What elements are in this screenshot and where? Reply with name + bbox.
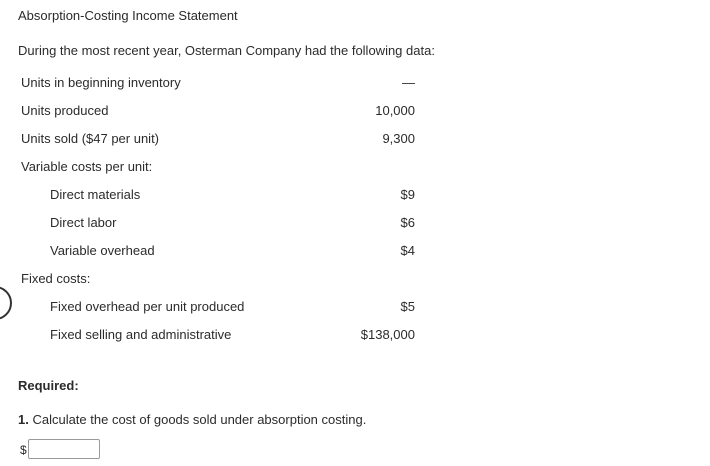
data-row	[0, 75, 430, 95]
row-value: $138,000	[360, 327, 415, 342]
row-label: Variable overhead	[50, 243, 155, 258]
data-row	[0, 271, 430, 291]
row-label: Units sold ($47 per unit)	[21, 131, 160, 146]
row-value: $4	[400, 243, 415, 258]
row-value: 10,000	[375, 103, 415, 118]
question-body: Calculate the cost of goods sold under absorption costing.	[28, 412, 367, 427]
question-number: 1.	[18, 412, 29, 427]
data-row	[0, 243, 430, 263]
required-heading: Required:	[18, 378, 79, 393]
data-row	[0, 215, 430, 235]
data-row	[0, 131, 430, 151]
row-label: Direct labor	[50, 215, 117, 230]
data-row	[0, 187, 430, 207]
row-label: Units produced	[21, 103, 109, 118]
data-row	[0, 159, 430, 179]
row-value: $5	[400, 299, 415, 314]
row-label: Fixed overhead per unit produced	[50, 299, 245, 314]
intro-text: During the most recent year, Osterman Company had the following data:	[18, 43, 435, 58]
row-label: Fixed costs:	[21, 271, 91, 286]
page-title: Absorption-Costing Income Statement	[18, 8, 238, 23]
row-label: Fixed selling and administrative	[50, 327, 232, 342]
row-value: —	[402, 75, 415, 90]
row-value: $9	[400, 187, 415, 202]
row-label: Direct materials	[50, 187, 141, 202]
row-label: Variable costs per unit:	[21, 159, 153, 174]
cogs-answer-input[interactable]	[28, 439, 100, 459]
data-row	[0, 327, 430, 347]
currency-symbol: $	[20, 443, 27, 457]
row-label: Units in beginning inventory	[21, 75, 181, 90]
question-text	[18, 412, 366, 427]
data-row	[0, 103, 430, 123]
data-row	[0, 299, 430, 319]
row-value: 9,300	[382, 131, 415, 146]
row-value: $6	[400, 215, 415, 230]
